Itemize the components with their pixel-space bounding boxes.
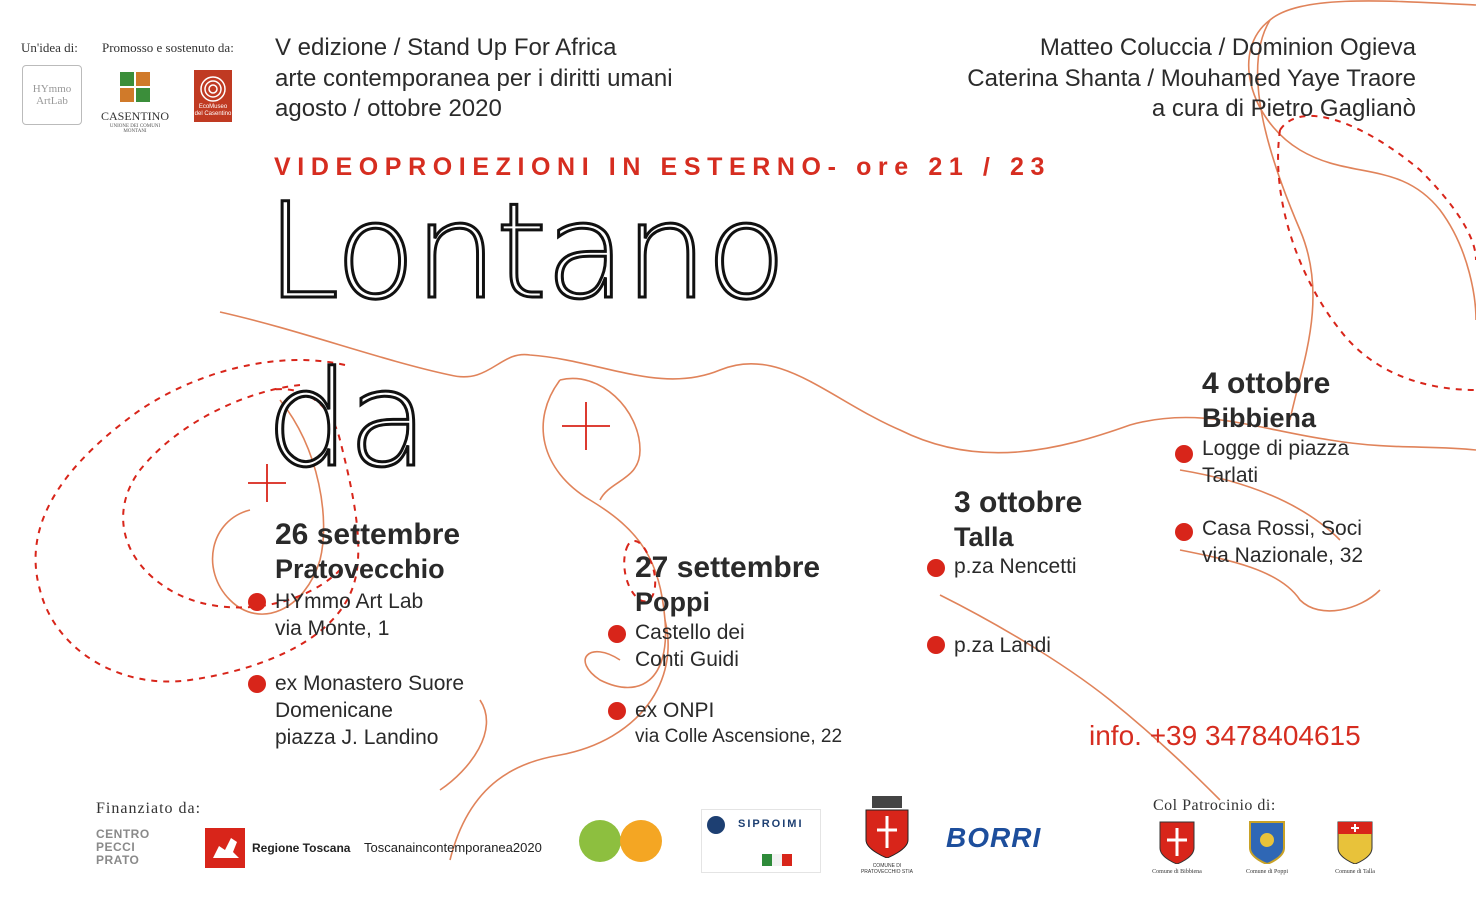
venue-marker	[608, 702, 626, 720]
artists-line-2: Caterina Shanta / Mouhamed Yaye Traore	[967, 64, 1416, 92]
comune-poppi-logo: Comune di Poppi	[1240, 818, 1294, 874]
pegasus-icon	[205, 828, 245, 868]
borri-logo: BORRI	[946, 822, 1042, 853]
venue-castello: Castello dei Conti Guidi	[635, 621, 745, 671]
event-poppi	[635, 551, 820, 619]
hymmo-artlab-logo: HYmmo ArtLab	[22, 65, 82, 125]
venue-onpi: ex ONPI via Colle Ascensione, 22	[635, 699, 843, 747]
centro-pecci-logo: CENTRO PECCI PRATO	[96, 827, 150, 867]
partner-logo-green-orange	[578, 819, 664, 863]
comune-bibbiena-logo: Comune di Bibbiena	[1150, 818, 1204, 874]
venue-marker	[248, 593, 266, 611]
promoted-label: Promosso e sostenuto da:	[102, 40, 234, 55]
siproimi-dot-icon	[706, 815, 726, 835]
venue-marker	[1175, 523, 1193, 541]
siproimi-logo: SIPROIMI	[701, 809, 821, 873]
toscana-contemporanea-label: Toscanaincontemporanea2020	[364, 840, 542, 855]
venue-marker	[248, 675, 266, 693]
venue-marker	[608, 625, 626, 643]
venue-casa-rossi: Casa Rossi, Soci via Nazionale, 32	[1202, 517, 1364, 567]
pratovecchio-crest-icon	[858, 796, 916, 858]
venue-marker	[927, 636, 945, 654]
venue-monastero: ex Monastero Suore Domenicane piazza J. Landino	[275, 672, 465, 749]
event-bibbiena	[1202, 367, 1330, 435]
patrocinio-label: Col Patrocinio di:	[1153, 797, 1276, 814]
spiral-icon	[198, 74, 228, 104]
venue-landi: p.za Landi	[954, 634, 1051, 657]
comune-talla-logo: Comune di Talla	[1328, 818, 1382, 874]
artists-line-1: Matteo Coluccia / Dominion Ogieva	[1039, 34, 1416, 61]
event-place: Bibbiena	[1202, 403, 1317, 433]
pratovecchio-stia-logo: COMUNE DI PRATOVECCHIO STIA	[858, 796, 916, 876]
casentino-emblem-icon	[100, 70, 170, 104]
venue-marker	[927, 559, 945, 577]
info-phone: info. +39 3478404615	[1089, 720, 1361, 751]
venue-nencetti: p.za Nencetti	[954, 555, 1077, 578]
funded-label: Finanziato da:	[96, 800, 202, 817]
event-date: 27 settembre	[635, 551, 821, 584]
event-date: 26 settembre	[275, 518, 461, 551]
bibbiena-crest-icon	[1150, 818, 1204, 864]
event-place: Pratovecchio	[275, 554, 445, 584]
event-pratovecchio	[275, 518, 460, 586]
talla-crest-icon	[1328, 818, 1382, 864]
poppi-crest-icon	[1240, 818, 1294, 864]
regione-toscana-label: Regione Toscana	[252, 841, 351, 855]
venue-logge: Logge di piazza Tarlati	[1202, 437, 1350, 487]
screening-subtitle: VIDEOPROIEZIONI IN ESTERNO- ore 21 / 23	[274, 153, 1051, 181]
title-word-lontano: Lontano	[266, 175, 785, 329]
edition-line: V edizione / Stand Up For Africa	[275, 34, 617, 61]
event-date: 4 ottobre	[1202, 367, 1331, 400]
edition-info	[275, 33, 673, 125]
ecomuseo-logo: EcoMuseo del Casentino	[194, 70, 232, 122]
italian-flag-icon	[762, 854, 792, 866]
artists-info	[967, 33, 1416, 125]
partner-circles-icon	[578, 819, 664, 863]
venue-hymmo: HYmmo Art Lab via Monte, 1	[275, 590, 424, 640]
theme-line: arte contemporanea per i diritti umani	[275, 64, 673, 92]
casentino-logo: CASENTINO UNIONE DEI COMUNI MONTANI	[100, 70, 170, 122]
curator-line: a cura di Pietro Gaglianò	[1151, 95, 1416, 122]
title-word-da: da	[266, 343, 427, 497]
event-talla	[954, 486, 1082, 554]
event-date: 3 ottobre	[954, 486, 1083, 519]
event-place: Poppi	[635, 587, 710, 617]
venue-marker	[1175, 445, 1193, 463]
idea-label: Un'idea di:	[21, 40, 78, 55]
period-line: agosto / ottobre 2020	[275, 95, 502, 122]
regione-toscana-logo	[205, 828, 245, 868]
event-place: Talla	[954, 522, 1014, 552]
